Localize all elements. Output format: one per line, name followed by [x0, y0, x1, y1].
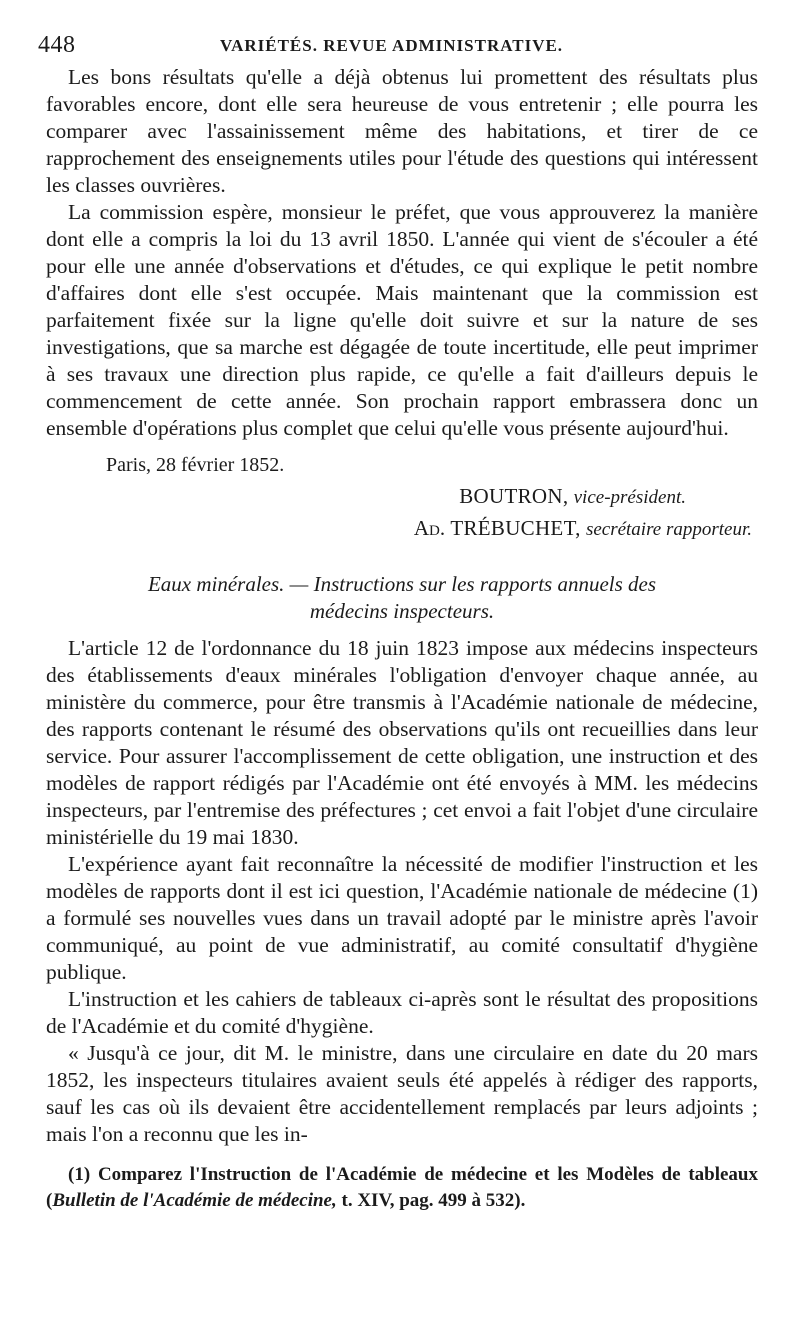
paragraph-commission: La commission espère, monsieur le préfet, que vous approuverez la manière dont elle a compris la loi du 13 avril 1850. L'année qui vient de s'écouler a été pour elle une année d'observations et d'études, ce qui explique le petit nombre d'affaires dont elle s'est occupée. Mais maintenant que la commission est parfaitement fixée sur la ligne qu'elle doit suivre et sur la nature de ses investigations, que sa marche est dégagée de toute incertitude, elle peut imprimer à ses travaux une direction plus rapide, ce qu'elle a fait d'ailleurs depuis le commencement de cette année. Son prochain rapport embrassera donc un ensemble d'opérations plus complet que celui qu'elle vous présente aujourd'hui. — [46, 200, 758, 440]
paragraph-article-12: L'article 12 de l'ordonnance du 18 juin 1823 impose aux médecins inspecteurs des établissements d'eaux minérales l'obligation d'envoyer chaque année, au ministère du commerce, pour être transmis à l'Académie nationale de médecine, des rapports contenant le résumé des observations qu'ils ont recueillies dans leur service. Pour assurer l'accomplissement de cette obligation, une instruction et des modèles de rapport rédigés par l'Académie ont été envoyés à MM. les médecins inspecteurs, par l'entremise des préfectures ; cet envoi a fait l'objet d'une circulaire ministérielle du 19 mai 1830. — [46, 636, 758, 849]
signature-date: Paris, 28 février 1852. — [106, 454, 285, 476]
signer-name: BOUTRON, — [459, 484, 569, 508]
signature-trebuchet — [46, 513, 758, 545]
page-header — [38, 30, 758, 64]
paragraph-circular: « Jusqu'à ce jour, dit M. le ministre, dans une circulaire en date du 20 mars 1852, les inspecteurs titulaires avaient seuls été appelés à rédiger des rapports, sauf les cas où ils devaient être accidentellement remplacés par leurs adjoints ; mais l'on a reconnu que les in- — [46, 1041, 758, 1146]
section-title-line: médecins inspecteurs. — [309, 599, 495, 623]
running-head: VARIÉTÉS. REVUE ADMINISTRATIVE. — [220, 36, 564, 55]
signer-initial: Ad. — [413, 516, 446, 540]
footnote-lead: (1) Comparez l'Instruction de l'Académie de médecine et les Modèles de tableaux ( — [46, 1164, 758, 1211]
book-page — [38, 30, 758, 1214]
signature-boutron — [46, 481, 758, 513]
paragraph-instruction: L'instruction et les cahiers de tableaux ci-après sont le résultat des propositions de l'Académie et du comité d'hygiène. — [46, 987, 758, 1038]
paragraph-results: Les bons résultats qu'elle a déjà obtenus lui promettent des résultats plus favorables encore, dont elle sera heureuse de vous entretenir ; elle pourra les comparer avec l'assainissement même des habitations, et tirer de ce rapprochement des enseignements utiles pour l'étude des questions qui intéressent les classes ouvrières. — [46, 65, 758, 197]
footnote — [46, 1162, 758, 1214]
paragraph-experience: L'expérience ayant fait reconnaître la nécessité de modifier l'instruction et les modèles de rapports dont il est ici question, l'Académie nationale de médecine (1) a formulé ses nouvelles vues dans un travail adopté par le ministre après l'avoir communiqué, au point de vue administratif, au comité consultatif d'hygiène publique. — [46, 852, 758, 984]
footnote-tail: t. XIV, pag. 499 à 532). — [336, 1190, 526, 1211]
signer-name: TRÉBUCHET, — [450, 516, 581, 540]
signer-role: secrétaire rapporteur. — [585, 519, 752, 540]
footnote-source: Bulletin de l'Académie de médecine, — [52, 1190, 337, 1211]
section-title — [46, 571, 758, 625]
section-title-line: Eaux minérales. — Instructions sur les rapports annuels des — [147, 572, 657, 596]
signer-role: vice-président. — [573, 487, 686, 508]
page-number: 448 — [38, 32, 76, 58]
